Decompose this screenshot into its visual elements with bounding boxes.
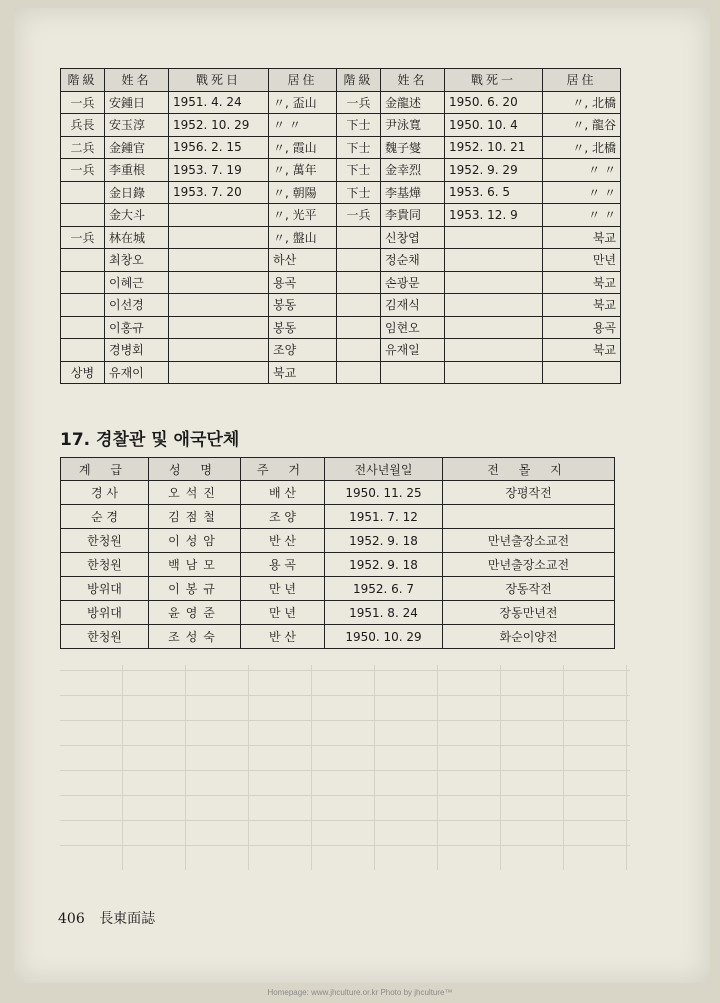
table-cell: 유재이 <box>105 361 169 384</box>
table-cell: 〃, 盤山 <box>269 226 337 249</box>
table-cell: 〃, 龍谷 <box>543 114 621 137</box>
table-cell <box>445 294 543 317</box>
table-cell: 화순이양전 <box>443 625 615 649</box>
table-cell: 하산 <box>269 249 337 272</box>
table-cell: 兵長 <box>61 114 105 137</box>
header-cell: 계 급 <box>61 458 149 481</box>
table-cell: 조 양 <box>241 505 325 529</box>
table-cell: 만년 <box>543 249 621 272</box>
table-cell: 魏子燮 <box>381 136 445 159</box>
table-cell: 이홍규 <box>105 316 169 339</box>
table-cell <box>543 361 621 384</box>
table-cell: 이선경 <box>105 294 169 317</box>
table-row <box>61 226 621 249</box>
header-cell: 성 명 <box>149 458 241 481</box>
table-cell: 북교 <box>269 361 337 384</box>
table-cell: 이혜근 <box>105 271 169 294</box>
table-cell: 一兵 <box>61 159 105 182</box>
table-cell <box>445 226 543 249</box>
table-cell: 下士 <box>337 181 381 204</box>
table-cell: 金鍾官 <box>105 136 169 159</box>
table-cell: 李貴同 <box>381 204 445 227</box>
photo-credit: Homepage: www.jhculture.or.kr Photo by jhculture™ <box>267 988 453 997</box>
table-row <box>61 91 621 114</box>
table-cell: 一兵 <box>61 91 105 114</box>
table-cell: 1953. 6. 5 <box>445 181 543 204</box>
table-cell: 1952. 9. 18 <box>325 529 443 553</box>
table-cell: 一兵 <box>337 91 381 114</box>
table-row <box>61 181 621 204</box>
book-title: 長東面誌 <box>99 911 156 927</box>
table-cell: 1950. 11. 25 <box>325 481 443 505</box>
table-cell: 〃, 盃山 <box>269 91 337 114</box>
table-cell: 순 경 <box>61 505 149 529</box>
table-cell: 1952. 10. 21 <box>445 136 543 159</box>
header-cell: 주 거 <box>241 458 325 481</box>
table-cell <box>443 505 615 529</box>
table-cell: 북교 <box>543 339 621 362</box>
table-cell: 金龍述 <box>381 91 445 114</box>
table-cell: 한청원 <box>61 553 149 577</box>
header-cell: 姓名 <box>381 69 445 92</box>
table-cell: 최창오 <box>105 249 169 272</box>
table-cell <box>61 316 105 339</box>
table-cell: 반 산 <box>241 529 325 553</box>
table-cell: 二兵 <box>61 136 105 159</box>
table-cell: 〃, 霞山 <box>269 136 337 159</box>
table-row <box>61 204 621 227</box>
table-row <box>61 577 615 601</box>
header-cell: 姓名 <box>105 69 169 92</box>
table-cell <box>61 249 105 272</box>
table-cell <box>337 339 381 362</box>
table-cell: 安玉淳 <box>105 114 169 137</box>
table-cell: 1953. 12. 9 <box>445 204 543 227</box>
table-cell: 경 사 <box>61 481 149 505</box>
table-cell: 상병 <box>61 361 105 384</box>
header-cell: 전 몰 지 <box>443 458 615 481</box>
table-row <box>61 361 621 384</box>
table-cell: 만년출장소교전 <box>443 529 615 553</box>
table-cell: 만년출장소교전 <box>443 553 615 577</box>
table-cell: 장동작전 <box>443 577 615 601</box>
table-cell: 한청원 <box>61 625 149 649</box>
table-cell: 김점철 <box>149 505 241 529</box>
table-cell: 장동만년전 <box>443 601 615 625</box>
table-row <box>61 271 621 294</box>
table-cell: 방위대 <box>61 601 149 625</box>
table-cell: 봉동 <box>269 316 337 339</box>
table-cell: 下士 <box>337 114 381 137</box>
table-row <box>61 601 615 625</box>
table-cell <box>61 181 105 204</box>
table-cell <box>61 339 105 362</box>
table-cell: 1952. 9. 29 <box>445 159 543 182</box>
table-cell <box>337 361 381 384</box>
table-cell: 〃 〃 <box>543 204 621 227</box>
table-cell <box>337 271 381 294</box>
table-cell: 만 년 <box>241 601 325 625</box>
table-row <box>61 481 615 505</box>
table-cell <box>445 361 543 384</box>
table-cell: 林在城 <box>105 226 169 249</box>
table-cell: 李基燁 <box>381 181 445 204</box>
table-cell: 1950. 10. 29 <box>325 625 443 649</box>
section-title: 17. 경찰관 및 애국단체 <box>60 430 240 450</box>
table-cell <box>337 316 381 339</box>
table-header-row <box>61 458 615 481</box>
table-cell <box>61 294 105 317</box>
table-cell: 신창엽 <box>381 226 445 249</box>
table-cell: 〃 〃 <box>543 181 621 204</box>
table-row <box>61 114 621 137</box>
table-cell: 金大斗 <box>105 204 169 227</box>
table-cell: 윤영준 <box>149 601 241 625</box>
table-cell: 이봉규 <box>149 577 241 601</box>
page-number: 406 <box>58 911 85 927</box>
table-cell: 1951. 7. 12 <box>325 505 443 529</box>
casualty-table <box>60 68 621 384</box>
table-row <box>61 553 615 577</box>
table-cell <box>169 271 269 294</box>
table-cell <box>445 316 543 339</box>
table-header-row <box>61 69 621 92</box>
header-cell: 階級 <box>61 69 105 92</box>
table-cell: 반 산 <box>241 625 325 649</box>
table-row <box>61 159 621 182</box>
table-cell: 이성암 <box>149 529 241 553</box>
table-cell <box>445 339 543 362</box>
table-cell <box>337 226 381 249</box>
table-row <box>61 294 621 317</box>
table-cell: 〃 〃 <box>543 159 621 182</box>
page-footer <box>58 908 155 928</box>
header-cell: 居住 <box>543 69 621 92</box>
table-cell: 한청원 <box>61 529 149 553</box>
table-cell: 만 년 <box>241 577 325 601</box>
table-cell: 북교 <box>543 271 621 294</box>
table-row <box>61 249 621 272</box>
table-cell <box>61 271 105 294</box>
table-cell: 백남모 <box>149 553 241 577</box>
table-row <box>61 339 621 362</box>
table-cell: 金幸烈 <box>381 159 445 182</box>
table-cell: 1956. 2. 15 <box>169 136 269 159</box>
table-cell: 용곡 <box>269 271 337 294</box>
bleed-through-table <box>60 665 630 870</box>
table-cell <box>445 249 543 272</box>
police-table <box>60 457 615 649</box>
table-cell <box>381 361 445 384</box>
header-cell: 戰死一 <box>445 69 543 92</box>
table-cell: 유재일 <box>381 339 445 362</box>
table-cell: 1953. 7. 20 <box>169 181 269 204</box>
table-row <box>61 625 615 649</box>
table-cell: 용 곡 <box>241 553 325 577</box>
table-cell: 一兵 <box>61 226 105 249</box>
table-cell: 〃, 北橋 <box>543 91 621 114</box>
table-cell: 경병회 <box>105 339 169 362</box>
table-cell: 尹泳寬 <box>381 114 445 137</box>
table-cell: 〃, 萬年 <box>269 159 337 182</box>
table-cell: 1952. 10. 29 <box>169 114 269 137</box>
table-cell: 임현오 <box>381 316 445 339</box>
table-cell: 〃, 光平 <box>269 204 337 227</box>
header-cell: 居住 <box>269 69 337 92</box>
table-cell: 장평작전 <box>443 481 615 505</box>
table-cell: 下士 <box>337 136 381 159</box>
table-cell <box>169 294 269 317</box>
table-cell <box>169 339 269 362</box>
table-cell <box>445 271 543 294</box>
table-cell <box>169 361 269 384</box>
table-cell <box>337 249 381 272</box>
table-cell <box>169 316 269 339</box>
table-cell: 〃 〃 <box>269 114 337 137</box>
table-cell: 오석진 <box>149 481 241 505</box>
table-cell <box>169 249 269 272</box>
table-cell: 손광문 <box>381 271 445 294</box>
table-cell: 1951. 4. 24 <box>169 91 269 114</box>
table-row <box>61 529 615 553</box>
table-cell: 〃, 朝陽 <box>269 181 337 204</box>
table-row <box>61 316 621 339</box>
table-cell <box>61 204 105 227</box>
table-cell: 조양 <box>269 339 337 362</box>
table-cell: 김재식 <box>381 294 445 317</box>
header-cell: 戰死日 <box>169 69 269 92</box>
table-cell <box>169 226 269 249</box>
table-cell: 金日錄 <box>105 181 169 204</box>
table-cell: 1950. 6. 20 <box>445 91 543 114</box>
table-row <box>61 505 615 529</box>
table-cell: 1953. 7. 19 <box>169 159 269 182</box>
table-cell: 북교 <box>543 226 621 249</box>
table-cell: 1952. 6. 7 <box>325 577 443 601</box>
table-cell: 〃, 北橋 <box>543 136 621 159</box>
table-cell: 1951. 8. 24 <box>325 601 443 625</box>
table-cell: 李重根 <box>105 159 169 182</box>
table-row <box>61 136 621 159</box>
table-cell: 배 산 <box>241 481 325 505</box>
table-cell: 조성숙 <box>149 625 241 649</box>
table-cell: 下士 <box>337 159 381 182</box>
header-cell: 階級 <box>337 69 381 92</box>
table-cell: 정순채 <box>381 249 445 272</box>
table-cell <box>169 204 269 227</box>
table-cell: 방위대 <box>61 577 149 601</box>
table-cell: 봉동 <box>269 294 337 317</box>
table-cell: 용곡 <box>543 316 621 339</box>
table-cell: 一兵 <box>337 204 381 227</box>
table-cell: 1950. 10. 4 <box>445 114 543 137</box>
table-cell: 북교 <box>543 294 621 317</box>
table-cell: 1952. 9. 18 <box>325 553 443 577</box>
table-cell: 安鍾日 <box>105 91 169 114</box>
table-cell <box>337 294 381 317</box>
header-cell: 전사년월일 <box>325 458 443 481</box>
